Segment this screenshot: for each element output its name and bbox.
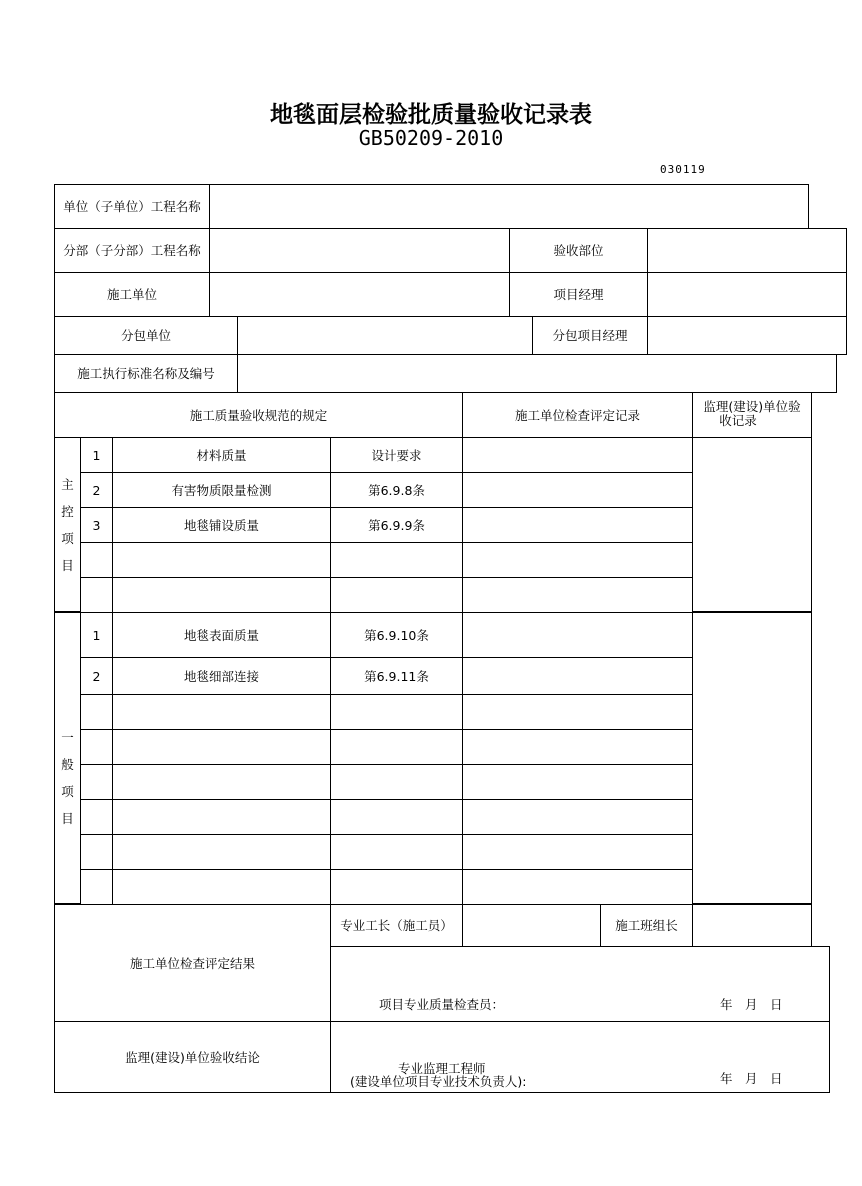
group-char: 目 xyxy=(61,811,74,826)
empty-cell xyxy=(112,764,331,800)
empty-cell[interactable] xyxy=(462,834,693,870)
empty-cell xyxy=(80,764,113,800)
form-code: 030119 xyxy=(660,163,706,176)
supervisor-record-header xyxy=(692,392,812,438)
general-item-record[interactable] xyxy=(462,657,693,695)
form-title: 地毯面层检验批质量验收记录表 xyxy=(270,102,592,128)
general-items-group-label xyxy=(54,612,81,904)
empty-cell xyxy=(330,869,463,905)
empty-cell xyxy=(112,729,331,765)
empty-cell xyxy=(330,729,463,765)
empty-cell[interactable] xyxy=(462,799,693,835)
empty-cell xyxy=(80,799,113,835)
general-item-record[interactable] xyxy=(462,612,693,658)
acceptance-part-label: 验收部位 xyxy=(509,228,648,273)
empty-cell xyxy=(330,799,463,835)
main-item-name: 地毯铺设质量 xyxy=(112,507,331,543)
empty-cell xyxy=(80,577,113,613)
supervisor-date: 年 月 日 xyxy=(720,1071,783,1086)
group-char: 目 xyxy=(61,557,74,573)
project-manager-label: 项目经理 xyxy=(509,272,648,317)
project-manager-field[interactable] xyxy=(647,272,847,317)
empty-cell[interactable] xyxy=(462,542,693,578)
general-item-req: 第6.9.11条 xyxy=(330,657,463,695)
contractor-field[interactable] xyxy=(209,272,510,317)
unit-project-field[interactable] xyxy=(209,184,809,229)
division-project-field[interactable] xyxy=(209,228,510,273)
empty-cell xyxy=(80,542,113,578)
main-item-record[interactable] xyxy=(462,437,693,473)
unit-project-label: 单位（子单位）工程名称 xyxy=(54,184,210,229)
empty-cell xyxy=(112,577,331,613)
supervisor-engineer-label: 专业监理工程师 xyxy=(398,1061,486,1076)
group-char: 一 xyxy=(61,730,74,745)
acceptance-part-field[interactable] xyxy=(647,228,847,273)
main-item-record[interactable] xyxy=(462,472,693,508)
team-leader-label: 施工班组长 xyxy=(600,904,693,947)
group-char: 项 xyxy=(61,784,74,799)
general-item-name: 地毯细部连接 xyxy=(112,657,331,695)
owner-tech-label: (建设单位项目专业技术负责人): xyxy=(350,1074,527,1089)
sub-project-manager-label: 分包项目经理 xyxy=(532,316,648,355)
empty-cell xyxy=(330,542,463,578)
foreman-label: 专业工长（施工员） xyxy=(330,904,463,947)
main-item-no: 3 xyxy=(80,507,113,543)
spec-header: 施工质量验收规范的规定 xyxy=(54,392,463,438)
main-item-no: 1 xyxy=(80,437,113,473)
division-project-label: 分部（子分部）工程名称 xyxy=(54,228,210,273)
subcontractor-label: 分包单位 xyxy=(54,316,238,355)
empty-cell xyxy=(112,694,331,730)
supervisor-record-line1: 监理(建设)单位验 xyxy=(703,399,801,414)
group-char: 项 xyxy=(61,530,74,546)
empty-cell xyxy=(112,799,331,835)
sub-project-manager-field[interactable] xyxy=(647,316,847,355)
main-items-supervisor-record[interactable] xyxy=(692,437,812,612)
general-item-no: 1 xyxy=(80,612,113,658)
empty-cell[interactable] xyxy=(462,764,693,800)
main-item-name: 有害物质限量检测 xyxy=(112,472,331,508)
subcontractor-field[interactable] xyxy=(237,316,533,355)
empty-cell[interactable] xyxy=(462,729,693,765)
contractor-result-label: 施工单位检查评定结果 xyxy=(54,904,331,1022)
supervisor-conclusion-label: 监理(建设)单位验收结论 xyxy=(54,1021,331,1093)
empty-cell xyxy=(80,729,113,765)
main-item-name: 材料质量 xyxy=(112,437,331,473)
main-item-no: 2 xyxy=(80,472,113,508)
empty-cell xyxy=(80,834,113,870)
group-char: 控 xyxy=(61,503,74,519)
main-item-record[interactable] xyxy=(462,507,693,543)
main-item-req: 设计要求 xyxy=(330,437,463,473)
empty-cell xyxy=(330,834,463,870)
contractor-record-header: 施工单位检查评定记录 xyxy=(462,392,693,438)
empty-cell[interactable] xyxy=(462,869,693,905)
empty-cell[interactable] xyxy=(462,694,693,730)
inspector-date: 年 月 日 xyxy=(720,997,783,1012)
empty-cell xyxy=(112,869,331,905)
empty-cell xyxy=(330,764,463,800)
main-item-req: 第6.9.9条 xyxy=(330,507,463,543)
general-item-no: 2 xyxy=(80,657,113,695)
standard-code: GB50209-2010 xyxy=(358,126,504,150)
exec-standard-label: 施工执行标准名称及编号 xyxy=(54,354,238,393)
group-char: 主 xyxy=(61,476,74,492)
general-item-name: 地毯表面质量 xyxy=(112,612,331,658)
empty-cell xyxy=(330,577,463,613)
team-leader-field[interactable] xyxy=(692,904,812,947)
main-items-group-label xyxy=(54,437,81,612)
empty-cell xyxy=(112,542,331,578)
exec-standard-field[interactable] xyxy=(237,354,837,393)
empty-cell xyxy=(80,869,113,905)
main-item-req: 第6.9.8条 xyxy=(330,472,463,508)
quality-inspector-label: 项目专业质量检查员： xyxy=(379,997,505,1012)
foreman-field[interactable] xyxy=(462,904,601,947)
group-char: 般 xyxy=(61,757,74,772)
contractor-label: 施工单位 xyxy=(54,272,210,317)
empty-cell xyxy=(330,694,463,730)
general-items-supervisor-record[interactable] xyxy=(692,612,812,904)
supervisor-record-line2: 收记录 xyxy=(719,413,757,428)
empty-cell[interactable] xyxy=(462,577,693,613)
empty-cell xyxy=(80,694,113,730)
empty-cell xyxy=(112,834,331,870)
general-item-req: 第6.9.10条 xyxy=(330,612,463,658)
